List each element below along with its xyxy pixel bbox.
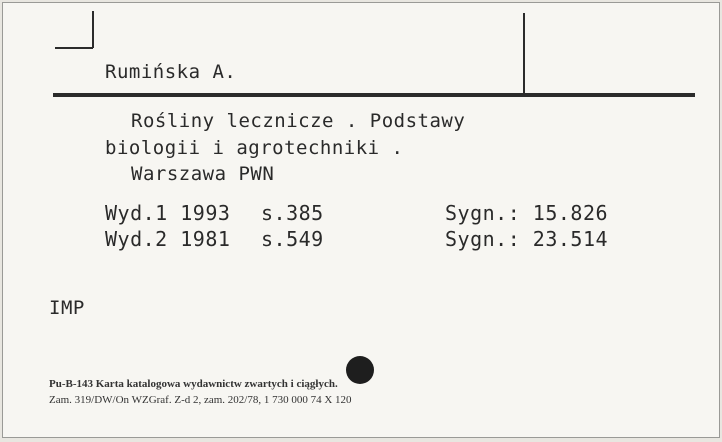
title-line-2: biologii i agrotechniki . xyxy=(105,137,404,159)
footer-print-line: Zam. 319/DW/On WZGraf. Z-d 2, zam. 202/78, 1 730 000 74 X 120 xyxy=(49,394,352,406)
pages-2: s.549 xyxy=(261,227,324,251)
edition-1: Wyd.1 1993 xyxy=(105,201,231,225)
pages-1: s.385 xyxy=(261,201,324,225)
title-line-1: Rośliny lecznicze . Podstawy xyxy=(131,110,466,132)
stamp-code: IMP xyxy=(49,297,85,319)
signature-2: Sygn.: 23.514 xyxy=(445,227,609,251)
signature-1: Sygn.: 15.826 xyxy=(445,201,609,225)
place-publisher: Warszawa PWN xyxy=(131,163,275,185)
edition-2: Wyd.2 1981 xyxy=(105,227,231,251)
header-divider-vertical xyxy=(523,13,525,93)
header-rule xyxy=(53,93,695,97)
catalog-card xyxy=(2,2,720,438)
author-name: Rumińska A. xyxy=(105,61,237,83)
corner-mark-horizontal xyxy=(55,47,93,49)
footer-form-line: Pu-B-143 Karta katalogowa wydawnictw zwartych i ciągłych. xyxy=(49,378,338,390)
corner-mark-vertical xyxy=(92,11,94,48)
punch-hole xyxy=(346,356,374,384)
